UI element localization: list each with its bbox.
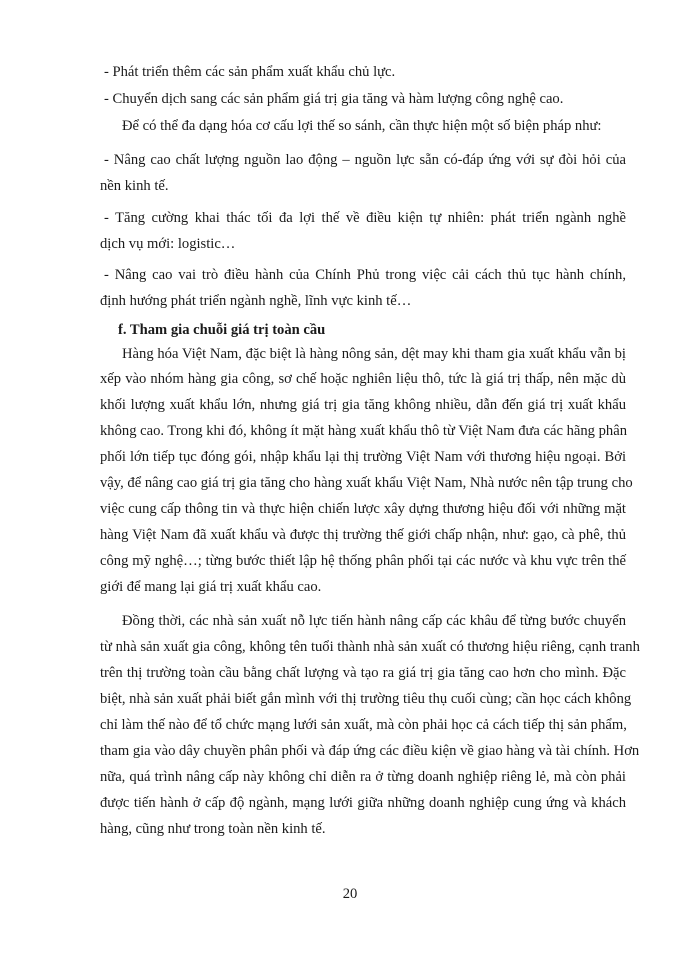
bullet-labor-quality-cont: nền kinh tế. bbox=[100, 178, 169, 194]
bullet-natural-advantage-cont: dịch vụ mới: logistic… bbox=[100, 236, 236, 252]
paragraph-line: tham gia vào dây chuyền phân phối và đáp ứng các điều kiện về giao hàng và tài chính. Hơn bbox=[100, 743, 640, 759]
paragraph-line: giới để mang lại giá trị xuất khẩu cao. bbox=[100, 579, 322, 595]
paragraph-line: chỉ làm thế nào để tổ chức mạng lưới sản xuất, mà còn phải học cả cách tiếp thị sản phẩm, bbox=[100, 717, 627, 733]
paragraph-line: xếp vào nhóm hàng gia công, sơ chế hoặc nghiên liệu thô, tức là giá trị thấp, nên mặc dù bbox=[100, 371, 626, 387]
paragraph-line: phối lớn tiếp tục đóng gói, nhập khẩu lại thị trường Việt Nam với thương hiệu ngoại. Bởi bbox=[100, 449, 626, 465]
paragraph-line: công mỹ nghệ…; từng bước thiết lập hệ thống phân phối tại các nước và khu vực trên thế bbox=[100, 553, 626, 569]
page-number: 20 bbox=[342, 886, 358, 902]
paragraph-line: việc cung cấp thông tin và thực hiện chiến lược xây dựng thương hiệu đối với những mặt bbox=[100, 501, 626, 517]
measures-intro: Để có thể đa dạng hóa cơ cấu lợi thế so sánh, cần thực hiện một số biện pháp như: bbox=[122, 118, 602, 134]
paragraph-line: biệt, nhà sản xuất phải biết gắn mình với thị trường tiêu thụ cuối cùng; cần học cách không bbox=[100, 691, 632, 707]
paragraph-line: khối lượng xuất khẩu lớn, nhưng giá trị gia tăng không nhiều, dẫn đến giá trị xuất khẩu bbox=[100, 397, 626, 413]
paragraph-line: vậy, để nâng cao giá trị gia tăng cho hàng xuất khẩu Việt Nam, Nhà nước nên tập trung cho bbox=[100, 475, 633, 491]
bullet-value-added: - Chuyển dịch sang các sản phẩm giá trị gia tăng và hàm lượng công nghệ cao. bbox=[104, 91, 564, 107]
paragraph-line: từ nhà sản xuất gia công, không tên tuổi thành nhà sản xuất có thương hiệu riêng, cạnh tranh bbox=[100, 639, 640, 655]
paragraph-line: nữa, quá trình nâng cấp này không chỉ diễn ra ở từng doanh nghiệp riêng lẻ, mà còn phải bbox=[100, 769, 626, 785]
bullet-natural-advantage: - Tăng cường khai thác tối đa lợi thế về điều kiện tự nhiên: phát triển ngành nghề bbox=[104, 210, 626, 226]
bullet-government-role: - Nâng cao vai trò điều hành của Chính Phủ trong việc cải cách thủ tục hành chính, bbox=[104, 267, 626, 283]
section-heading: f. Tham gia chuỗi giá trị toàn cầu bbox=[118, 322, 326, 338]
paragraph-line: không cao. Trong khi đó, không ít mặt hàng xuất khẩu thô từ Việt Nam đưa các hãng phân bbox=[100, 423, 627, 439]
bullet-government-role-cont: định hướng phát triển ngành nghề, lĩnh vực kinh tế… bbox=[100, 293, 412, 309]
bullet-export-products: - Phát triển thêm các sản phẩm xuất khẩu chủ lực. bbox=[104, 64, 396, 80]
bullet-labor-quality: - Nâng cao chất lượng nguồn lao động – nguồn lực sẵn có-đáp ứng với sự đòi hỏi của bbox=[104, 152, 626, 168]
paragraph-line: trên thị trường toàn cầu bằng chất lượng và tạo ra giá trị gia tăng cao hơn cho mình. Đặc bbox=[100, 665, 626, 681]
paragraph-line: Hàng hóa Việt Nam, đặc biệt là hàng nông sản, dệt may khi tham gia xuất khẩu vẫn bị bbox=[122, 346, 626, 362]
paragraph-line: hàng Việt Nam đã xuất khẩu và được thị trường thế giới chấp nhận, như: gạo, cà phê, thủ bbox=[100, 527, 626, 543]
paragraph-line: Đồng thời, các nhà sản xuất nỗ lực tiến hành nâng cấp các khâu để từng bước chuyển bbox=[122, 613, 626, 629]
paragraph-line: hàng, cũng như trong toàn nền kinh tế. bbox=[100, 821, 326, 837]
paragraph-line: được tiến hành ở cấp độ ngành, mạng lưới giữa những doanh nghiệp cung ứng và khách bbox=[100, 795, 626, 811]
